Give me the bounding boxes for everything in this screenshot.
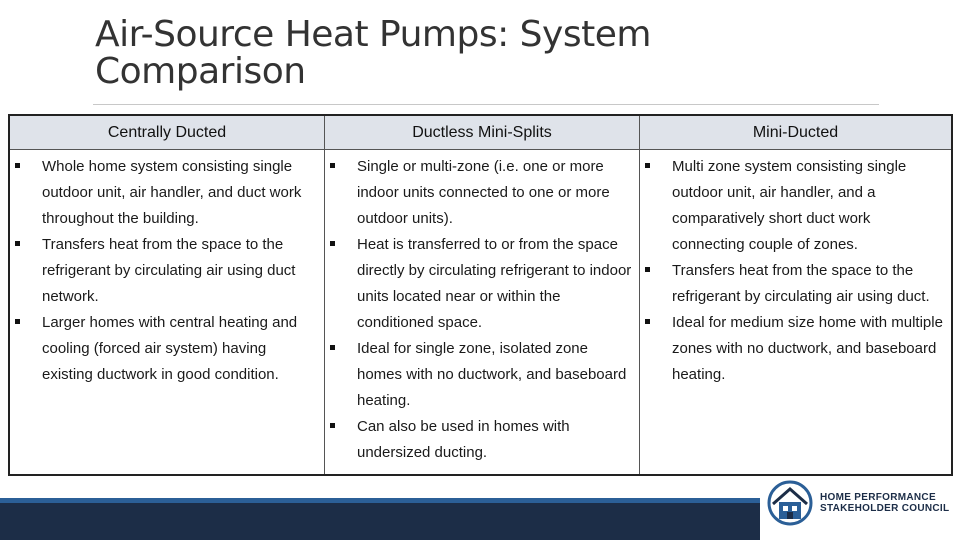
- logo-line-2: STAKEHOLDER COUNCIL: [820, 503, 950, 514]
- bullet-item: Ideal for medium size home with multiple zones with no ductwork, and baseboard heating.: [640, 310, 947, 388]
- bullet-item: Whole home system consisting single outdoor unit, air handler, and duct work throughout the building.: [10, 154, 320, 232]
- slide-title: [95, 16, 795, 90]
- header-ductless-mini-splits: Ductless Mini-Splits: [324, 116, 639, 150]
- bullet-item: Transfers heat from the space to the refrigerant by circulating air using duct network.: [10, 232, 320, 310]
- comparison-table: [8, 114, 953, 476]
- header-mini-ducted: Mini-Ducted: [639, 116, 951, 150]
- bullet-item: Single or multi-zone (i.e. one or more indoor units connected to one or more outdoor units).: [325, 154, 635, 232]
- bullet-item: Heat is transferred to or from the space directly by circulating refrigerant to indoor units located near or within the conditioned space.: [325, 232, 635, 336]
- title-line-1: Air-Source Heat Pumps: System: [95, 14, 651, 55]
- cell-ductless-mini-splits: [324, 150, 639, 474]
- title-line-2: Comparison: [95, 51, 306, 92]
- house-logo-icon: [766, 480, 814, 526]
- footer-bar: [0, 503, 760, 540]
- bullet-item: Can also be used in homes with undersized ducting.: [325, 414, 635, 466]
- cell-mini-ducted: [639, 150, 951, 474]
- header-centrally-ducted: Centrally Ducted: [10, 116, 324, 150]
- logo-text: [820, 492, 949, 514]
- title-divider: [93, 104, 879, 105]
- bullet-item: Multi zone system consisting single outdoor unit, air handler, and a comparatively short duct work connecting couple of zones.: [640, 154, 947, 258]
- cell-centrally-ducted: [10, 150, 324, 474]
- logo-line-1: HOME PERFORMANCE: [820, 492, 936, 503]
- bullet-item: Transfers heat from the space to the refrigerant by circulating air using duct.: [640, 258, 947, 310]
- bullet-item: Ideal for single zone, isolated zone homes with no ductwork, and baseboard heating.: [325, 336, 635, 414]
- organization-logo: [766, 480, 949, 526]
- bullet-item: Larger homes with central heating and cooling (forced air system) having existing ductwork in good condition.: [10, 310, 320, 388]
